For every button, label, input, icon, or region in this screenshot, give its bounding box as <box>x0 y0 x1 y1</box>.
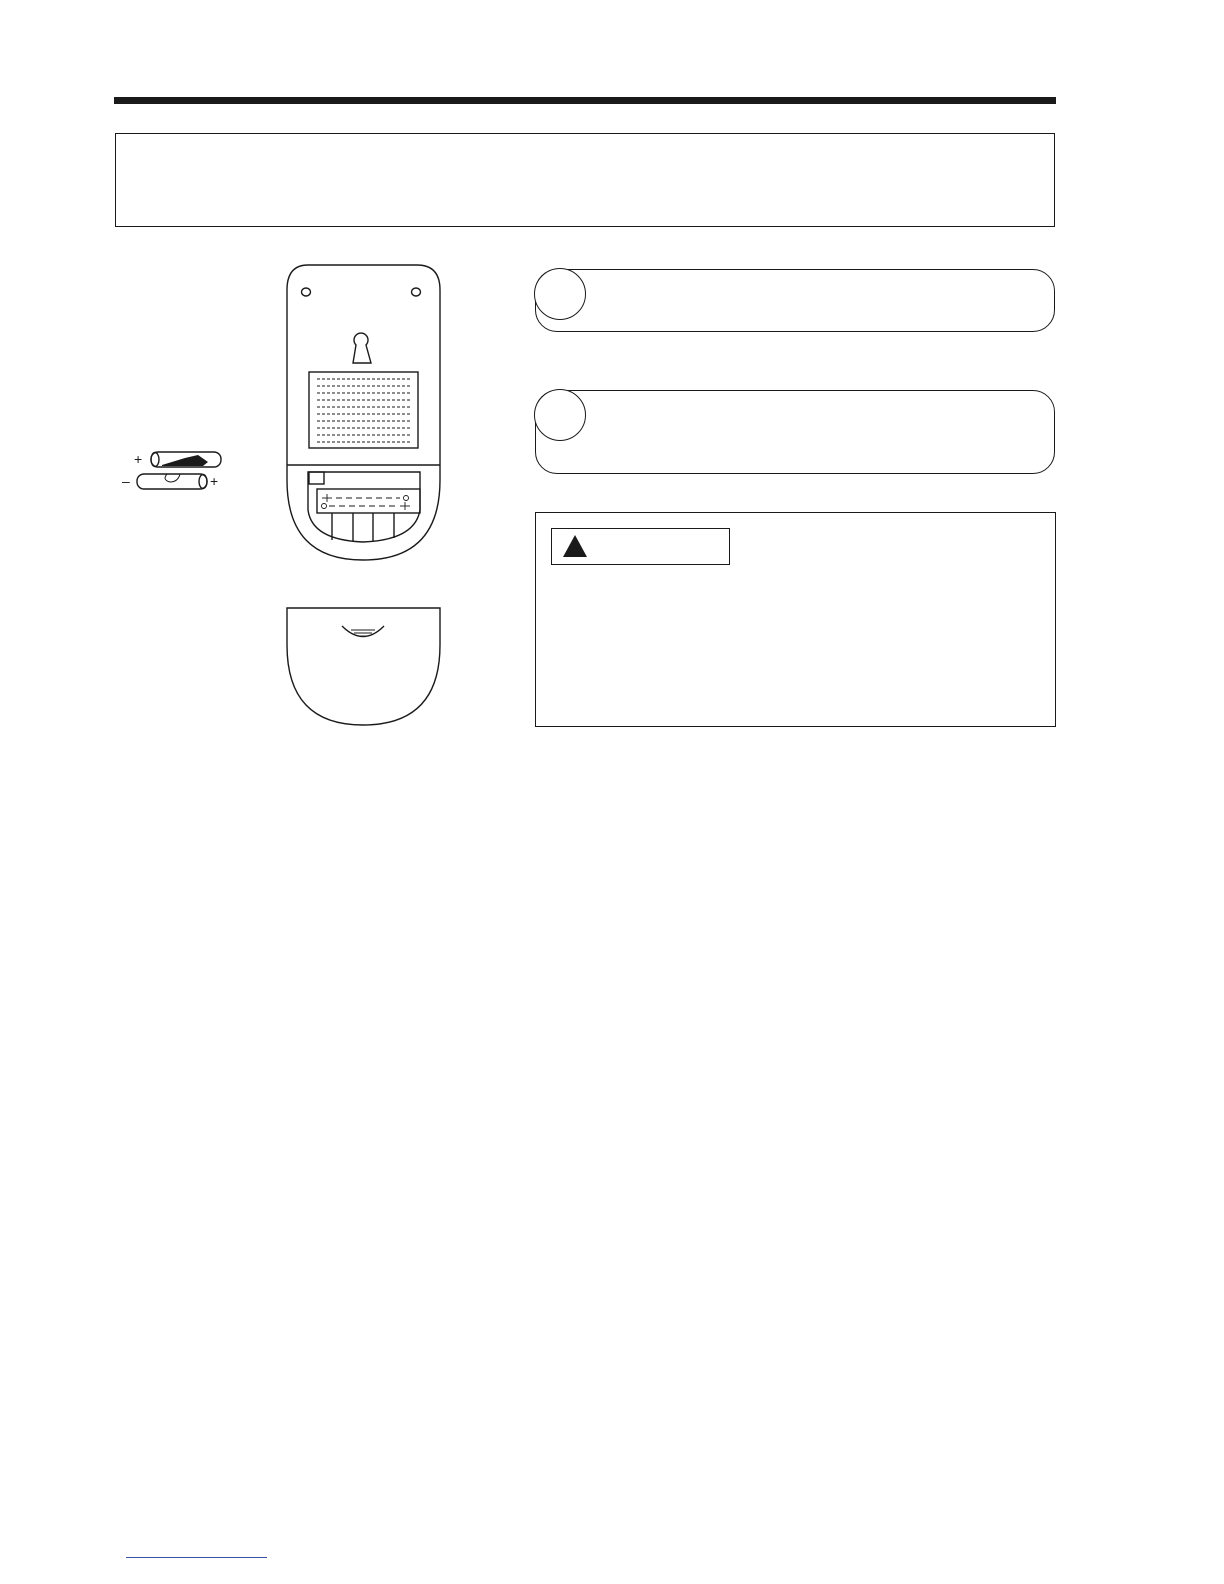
warning-triangle-icon <box>563 535 587 557</box>
battery-lower-minus: – <box>122 473 130 489</box>
intro-box <box>115 133 1055 227</box>
remote-battery-figure <box>110 255 455 735</box>
header-rule <box>114 97 1056 104</box>
footer-link-rule <box>126 1557 267 1558</box>
caution-box <box>535 512 1056 727</box>
battery-cover <box>287 608 440 725</box>
label-plate <box>309 372 418 448</box>
keyhole-icon <box>353 333 371 363</box>
screw-hole-right-icon <box>412 288 421 296</box>
battery-pair-icon <box>137 452 221 489</box>
step-1-box <box>535 269 1055 332</box>
screw-hole-left-icon <box>302 288 311 296</box>
step-2-circle <box>534 389 586 441</box>
step-2-box <box>535 390 1055 474</box>
battery-upper-plus: + <box>134 451 143 467</box>
cover-grip-icon <box>342 626 384 637</box>
caution-label <box>551 528 730 565</box>
battery-lower-plus: + <box>210 473 219 489</box>
step-1-circle <box>534 268 586 320</box>
battery-compartment <box>308 472 420 542</box>
